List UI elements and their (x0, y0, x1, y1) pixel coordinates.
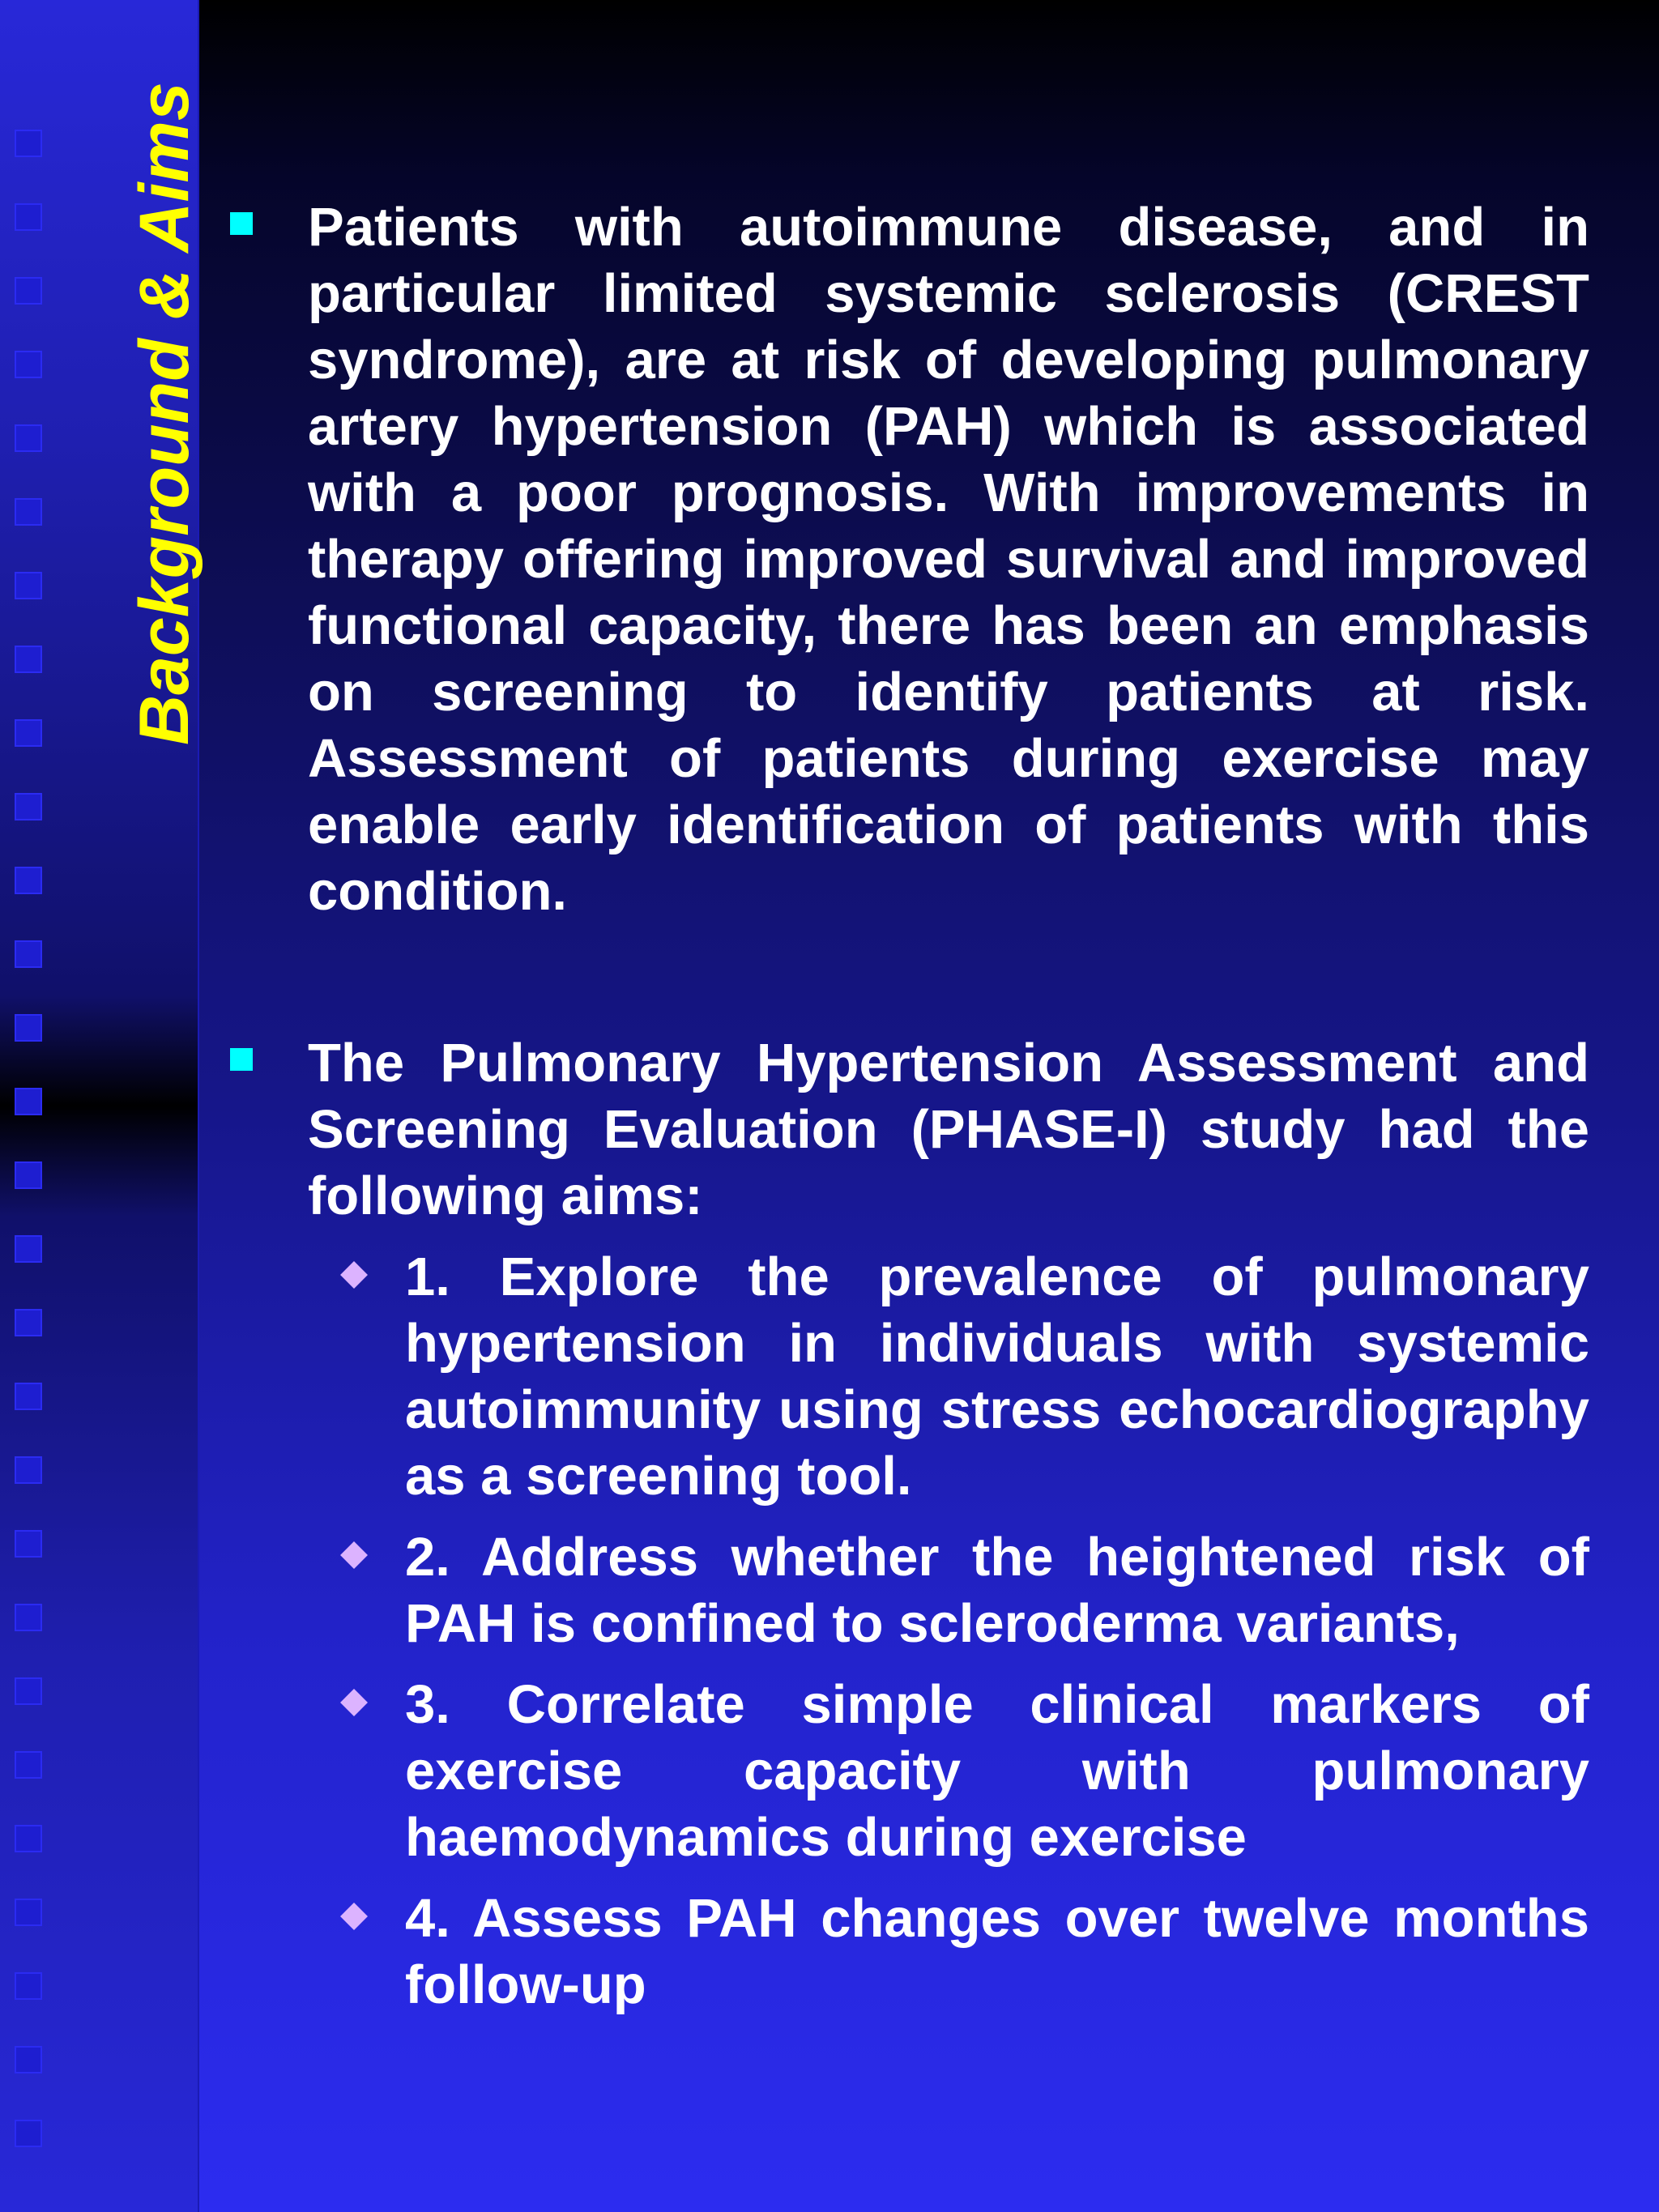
decorative-square (15, 277, 42, 305)
aims-list (227, 1244, 1589, 2018)
list-item (227, 1886, 1589, 2018)
decorative-square (15, 1530, 42, 1558)
list-item (227, 1524, 1589, 1657)
decorative-square (15, 424, 42, 452)
list-item-text: 2. Address whether the heightened risk of PAH is confined to scleroderma variants, (405, 1527, 1589, 1654)
paragraph-aims (227, 1030, 1589, 1230)
list-item-text: 1. Explore the prevalence of pulmonary hypertension in individuals with systemic autoimmunity using stress echocardiography as a screening tool. (405, 1247, 1589, 1507)
decorative-square (15, 1014, 42, 1042)
decorative-square (15, 203, 42, 231)
paragraph-background (227, 194, 1589, 925)
paragraph-text: Patients with autoimmune disease, and in particular limited systemic sclerosis (CREST syndrome), are at risk of developing pulmonary artery hypertension (PAH) which is associated with a poor prognosis. With improvements in therapy offering improved survival and improved functional capacity, there has been an emphasis on screening to identify patients at risk. Assessment of patients during exercise may enable early identification of patients with this condition. (308, 197, 1589, 922)
diamond-bullet-icon (340, 1903, 368, 1930)
list-item-text: 3. Correlate simple clinical markers of exercise capacity with pulmonary haemodynamics during exercise (405, 1674, 1589, 1868)
decorative-square (15, 1899, 42, 1926)
decorative-square (15, 2046, 42, 2073)
decorative-square (15, 1456, 42, 1484)
decorative-square (15, 1088, 42, 1115)
decorative-square (15, 1825, 42, 1852)
decorative-square (15, 1309, 42, 1336)
decorative-square (15, 719, 42, 747)
decorative-square (15, 1972, 42, 2000)
square-bullet-icon (230, 212, 253, 235)
decorative-square (15, 1235, 42, 1263)
list-item (227, 1244, 1589, 1510)
slide-title: Background & Aims (126, 82, 203, 745)
decorative-square (15, 793, 42, 820)
list-item-text: 4. Assess PAH changes over twelve months follow-up (405, 1888, 1589, 2015)
decorative-square (15, 940, 42, 968)
decorative-square (15, 2120, 42, 2147)
diamond-bullet-icon (340, 1689, 368, 1716)
slide-content (227, 194, 1589, 2033)
decorative-square (15, 867, 42, 894)
decorative-square (15, 1751, 42, 1779)
decorative-square (15, 351, 42, 378)
list-item (227, 1672, 1589, 1871)
decorative-square (15, 1677, 42, 1705)
sidebar (0, 0, 203, 2212)
decorative-square (15, 498, 42, 526)
decorative-square (15, 572, 42, 599)
square-bullet-icon (230, 1048, 253, 1071)
decorative-square (15, 646, 42, 673)
decorative-square (15, 130, 42, 157)
decorative-square (15, 1161, 42, 1189)
diamond-bullet-icon (340, 1261, 368, 1289)
decorative-square (15, 1604, 42, 1631)
paragraph-text: The Pulmonary Hypertension Assessment and Screening Evaluation (PHASE-I) study had the following aims: (308, 1033, 1589, 1226)
decorative-square (15, 1383, 42, 1410)
decorative-square-column (15, 130, 42, 2193)
diamond-bullet-icon (340, 1541, 368, 1569)
